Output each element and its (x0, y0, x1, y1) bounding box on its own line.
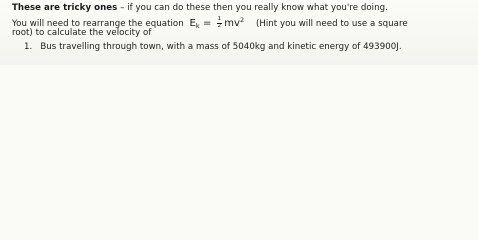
hint-text: (Hint you will need to use a square (255, 19, 408, 29)
equation-fraction (217, 17, 223, 29)
instruction-text: You will need to rearrange the equation (12, 19, 184, 29)
intro-line (12, 3, 388, 13)
intro-rest: – if you can do these then you really know what you're doing. (117, 3, 388, 13)
equation-rhs-exponent: 2 (239, 16, 245, 24)
equation-equals: = (202, 18, 212, 29)
hint-continuation: root) to calculate the velocity of (12, 28, 152, 38)
question-item (24, 42, 402, 52)
equation-rhs: mv (224, 18, 240, 29)
instruction-line-2 (12, 28, 151, 38)
equation-lhs-subscript: k (195, 22, 200, 30)
question-text: Bus travelling through town, with a mass of 5040kg and kinetic energy of 493900J. (40, 42, 402, 52)
equation-lhs: E (189, 18, 196, 29)
question-number: 1. (24, 42, 33, 52)
worksheet-excerpt (0, 0, 478, 65)
fraction-denominator: 2 (217, 22, 222, 29)
fraction-numerator: 1 (217, 16, 222, 22)
intro-bold-lead: These are tricky ones (12, 3, 118, 13)
kinetic-energy-equation (190, 18, 245, 29)
